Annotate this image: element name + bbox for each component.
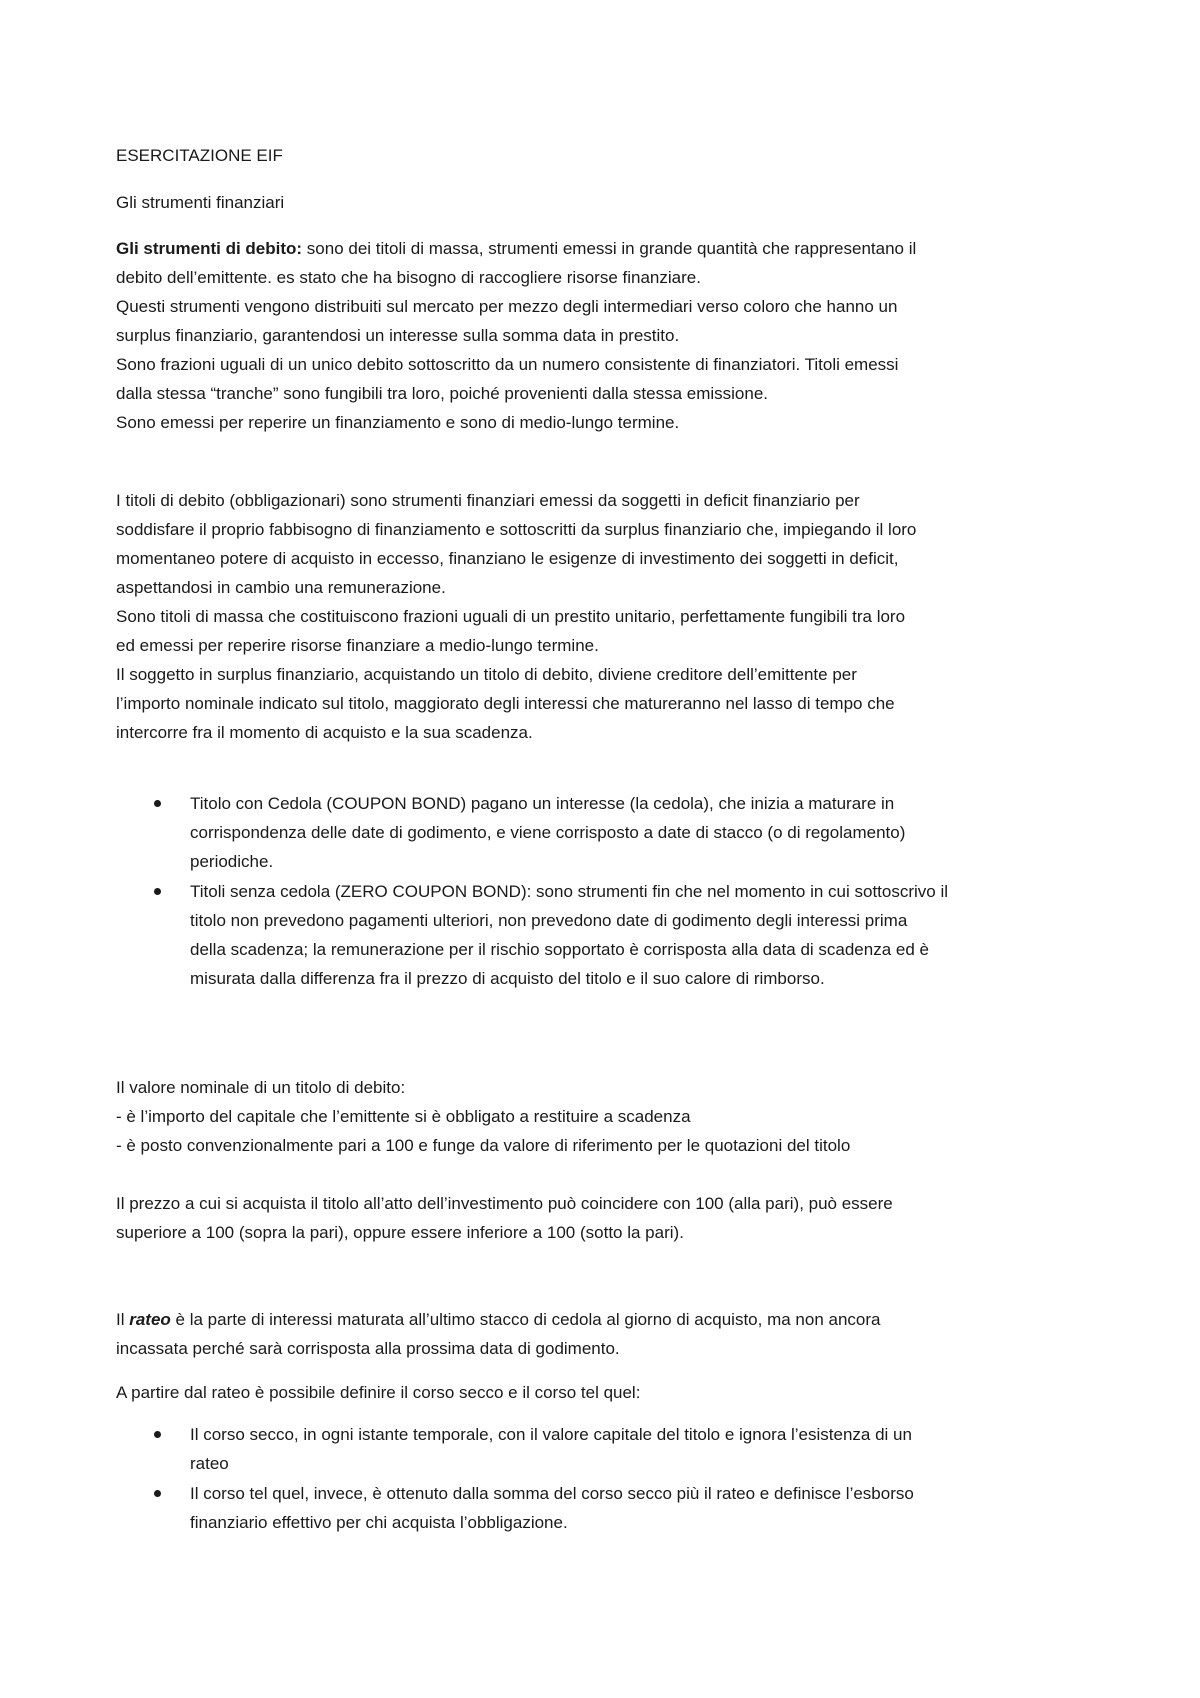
document-subtitle: Gli strumenti finanziari [116, 193, 285, 212]
list-item-line: Titoli senza cedola (ZERO COUPON BOND): sono strumenti fin che nel momento in cui sottoscrivo il [190, 882, 949, 901]
paragraph-line: dalla stessa “tranche” sono fungibili tra loro, poiché provenienti dalla stessa emissione. [116, 384, 769, 403]
paragraph-line: - è posto convenzionalmente pari a 100 e funge da valore di riferimento per le quotazioni del titolo [116, 1136, 851, 1155]
paragraph-line: debito dell’emittente. es stato che ha bisogno di raccogliere risorse finanziare. [116, 268, 701, 287]
paragraph-line [116, 239, 916, 259]
paragraph-line: - è l’importo del capitale che l’emittente si è obbligato a restituire a scadenza [116, 1107, 691, 1126]
italic-term: rateo [129, 1310, 171, 1329]
paragraph-line: Il soggetto in surplus finanziario, acquistando un titolo di debito, diviene creditore dell’emittente per [116, 665, 857, 684]
list-item-line: periodiche. [190, 852, 274, 871]
paragraph-line: incassata perché sarà corrisposta alla prossima data di godimento. [116, 1339, 620, 1358]
list-item-line: misurata dalla differenza fra il prezzo di acquisto del titolo e il suo calore di rimborso. [190, 969, 825, 988]
paragraph-line: soddisfare il proprio fabbisogno di finanziamento e sottoscritti da surplus finanziario che, impiegando il loro [116, 520, 917, 539]
paragraph-line: Sono frazioni uguali di un unico debito sottoscritto da un numero consistente di finanziatori. Titoli emessi [116, 355, 899, 374]
bullet-icon [154, 800, 161, 807]
bullet-icon [154, 1431, 161, 1438]
list-item-line: Il corso tel quel, invece, è ottenuto dalla somma del corso secco più il rateo e definisce l’esborso [190, 1484, 914, 1503]
bullet-icon [154, 888, 161, 895]
bold-lead: Gli strumenti di debito: [116, 239, 303, 258]
document-title: ESERCITAZIONE EIF [116, 146, 283, 165]
paragraph-line [116, 1310, 880, 1330]
paragraph-line: Il valore nominale di un titolo di debito: [116, 1078, 406, 1097]
paragraph-line: superiore a 100 (sopra la pari), oppure essere inferiore a 100 (sotto la pari). [116, 1223, 684, 1242]
paragraph-text: sono dei titoli di massa, strumenti emessi in grande quantità che rappresentano il [302, 239, 917, 258]
paragraph-line: surplus finanziario, garantendosi un interesse sulla somma data in prestito. [116, 326, 680, 345]
paragraph-line: A partire dal rateo è possibile definire il corso secco e il corso tel quel: [116, 1383, 641, 1402]
list-item-line: Titolo con Cedola (COUPON BOND) pagano un interesse (la cedola), che inizia a maturare in [190, 794, 895, 813]
paragraph-line: momentaneo potere di acquisto in eccesso, finanziano le esigenze di investimento dei soggetti in deficit, [116, 549, 899, 568]
paragraph-text: Il [116, 1310, 130, 1329]
paragraph-line: I titoli di debito (obbligazionari) sono strumenti finanziari emessi da soggetti in deficit finanziario per [116, 491, 860, 510]
list-item-line: corrispondenza delle date di godimento, e viene corrisposto a date di stacco (o di regolamento) [190, 823, 906, 842]
paragraph-line: Sono titoli di massa che costituiscono frazioni uguali di un prestito unitario, perfettamente fungibili tra loro [116, 607, 906, 626]
paragraph-line: Sono emessi per reperire un finanziamento e sono di medio-lungo termine. [116, 413, 680, 432]
list-item-line: Il corso secco, in ogni istante temporale, con il valore capitale del titolo e ignora l’esistenza di un [190, 1425, 912, 1444]
bullet-icon [154, 1490, 161, 1497]
document-page [116, 0, 1106, 1698]
paragraph-line: l’importo nominale indicato sul titolo, maggiorato degli interessi che matureranno nel lasso di tempo che [116, 694, 895, 713]
paragraph-line: aspettandosi in cambio una remunerazione. [116, 578, 446, 597]
paragraph-line: Il prezzo a cui si acquista il titolo all’atto dell’investimento può coincidere con 100 (alla pari), può essere [116, 1194, 893, 1213]
paragraph-text: è la parte di interessi maturata all’ultimo stacco di cedola al giorno di acquisto, ma non ancora [170, 1310, 881, 1329]
paragraph-line: intercorre fra il momento di acquisto e la sua scadenza. [116, 723, 533, 742]
list-item-line: della scadenza; la remunerazione per il rischio sopportato è corrisposta alla data di scadenza ed è [190, 940, 929, 959]
paragraph-line: ed emessi per reperire risorse finanziare a medio-lungo termine. [116, 636, 599, 655]
list-item-line: finanziario effettivo per chi acquista l’obbligazione. [190, 1513, 568, 1532]
list-item-line: rateo [190, 1454, 229, 1473]
list-item-line: titolo non prevedono pagamenti ulteriori, non prevedono date di godimento degli interessi prima [190, 911, 908, 930]
paragraph-line: Questi strumenti vengono distribuiti sul mercato per mezzo degli intermediari verso coloro che hanno un [116, 297, 898, 316]
